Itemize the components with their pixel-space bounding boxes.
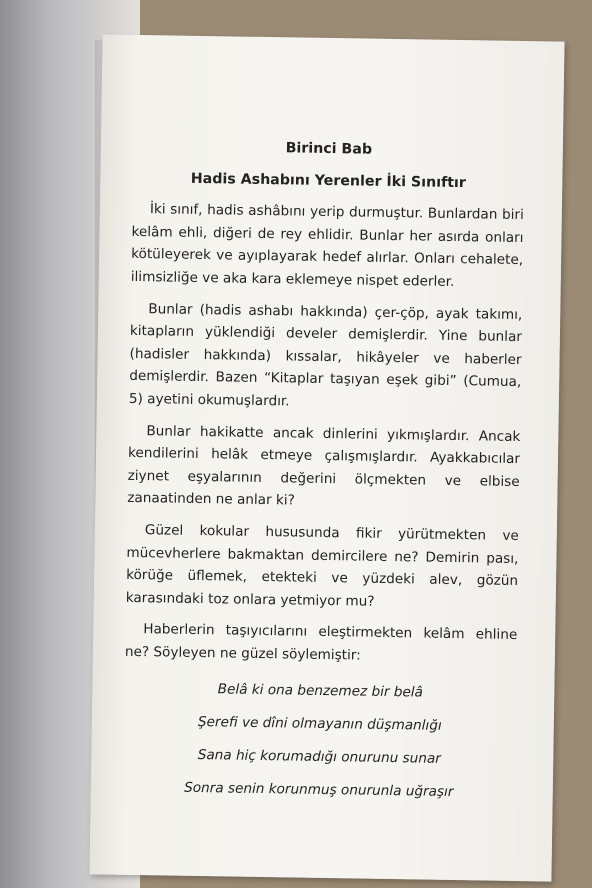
verse-line-3: Sana hiç korumadığı onurunu sunar xyxy=(197,747,441,768)
book-page xyxy=(89,34,564,881)
verse-line-2: Şerefi ve dîni olmayanın düşmanlığı xyxy=(197,714,442,735)
paragraph-5: Haberlerin taşıyıcılarını eleştirmekten kelâm ehline ne? Söyleyen ne güzel söylemiştir: xyxy=(124,621,518,664)
verse-line-4: Sonra senin korunmuş onurunla uğraşır xyxy=(184,780,454,801)
chapter-title: Hadis Ashabını Yerenler İki Sınıftır xyxy=(190,170,466,191)
paragraph-3: Bunlar hakikatte ancak dinlerini yıkmışlardır. Ancak kendilerini helâk etmeye çalışmışlardır. Ayakkabıcılar ziynet eşyalarının değerini ölçmekten ve elbise zanaatinden ne anlar ki? xyxy=(127,422,521,509)
paragraph-1: İki sınıf, hadis ashâbını yerip durmuştur. Bunlardan biri kelâm ehli, diğeri de rey ehlidir. Bunlar her asırda onları kötüleyerek ve ayıplayarak hedef alırlar. Onları cehalete, ilimsizliğe ve aka kara eklemeye nispet ederler. xyxy=(130,201,524,290)
page-text xyxy=(123,135,525,811)
paragraph-4: Güzel kokular hususunda fikir yürütmekten ve mücevherlere bakmaktan demircilere ne? Demirin pası, körüğe üflemek, etekteki ve yüzdeki alev, gözün karasındaki toz onlara yetmiyor mu? xyxy=(125,522,519,610)
paragraph-2: Bunlar (hadis ashabı hakkında) çer-çöp, ayak takımı, kitapların yüklendiği develer demişlerdir. Yine bunlar (hadisler hakkında) kıssalar, hikâyeler ve haberler demişlerdir. Bazen “Kitaplar taşıyan eşek gibi” (Cumua, 5) ayetini okumuşlardır. xyxy=(128,300,523,410)
verse-line-1: Belâ ki ona benzemez bir belâ xyxy=(217,681,424,702)
chapter-heading: Birinci Bab xyxy=(285,140,373,158)
poem xyxy=(123,672,517,810)
